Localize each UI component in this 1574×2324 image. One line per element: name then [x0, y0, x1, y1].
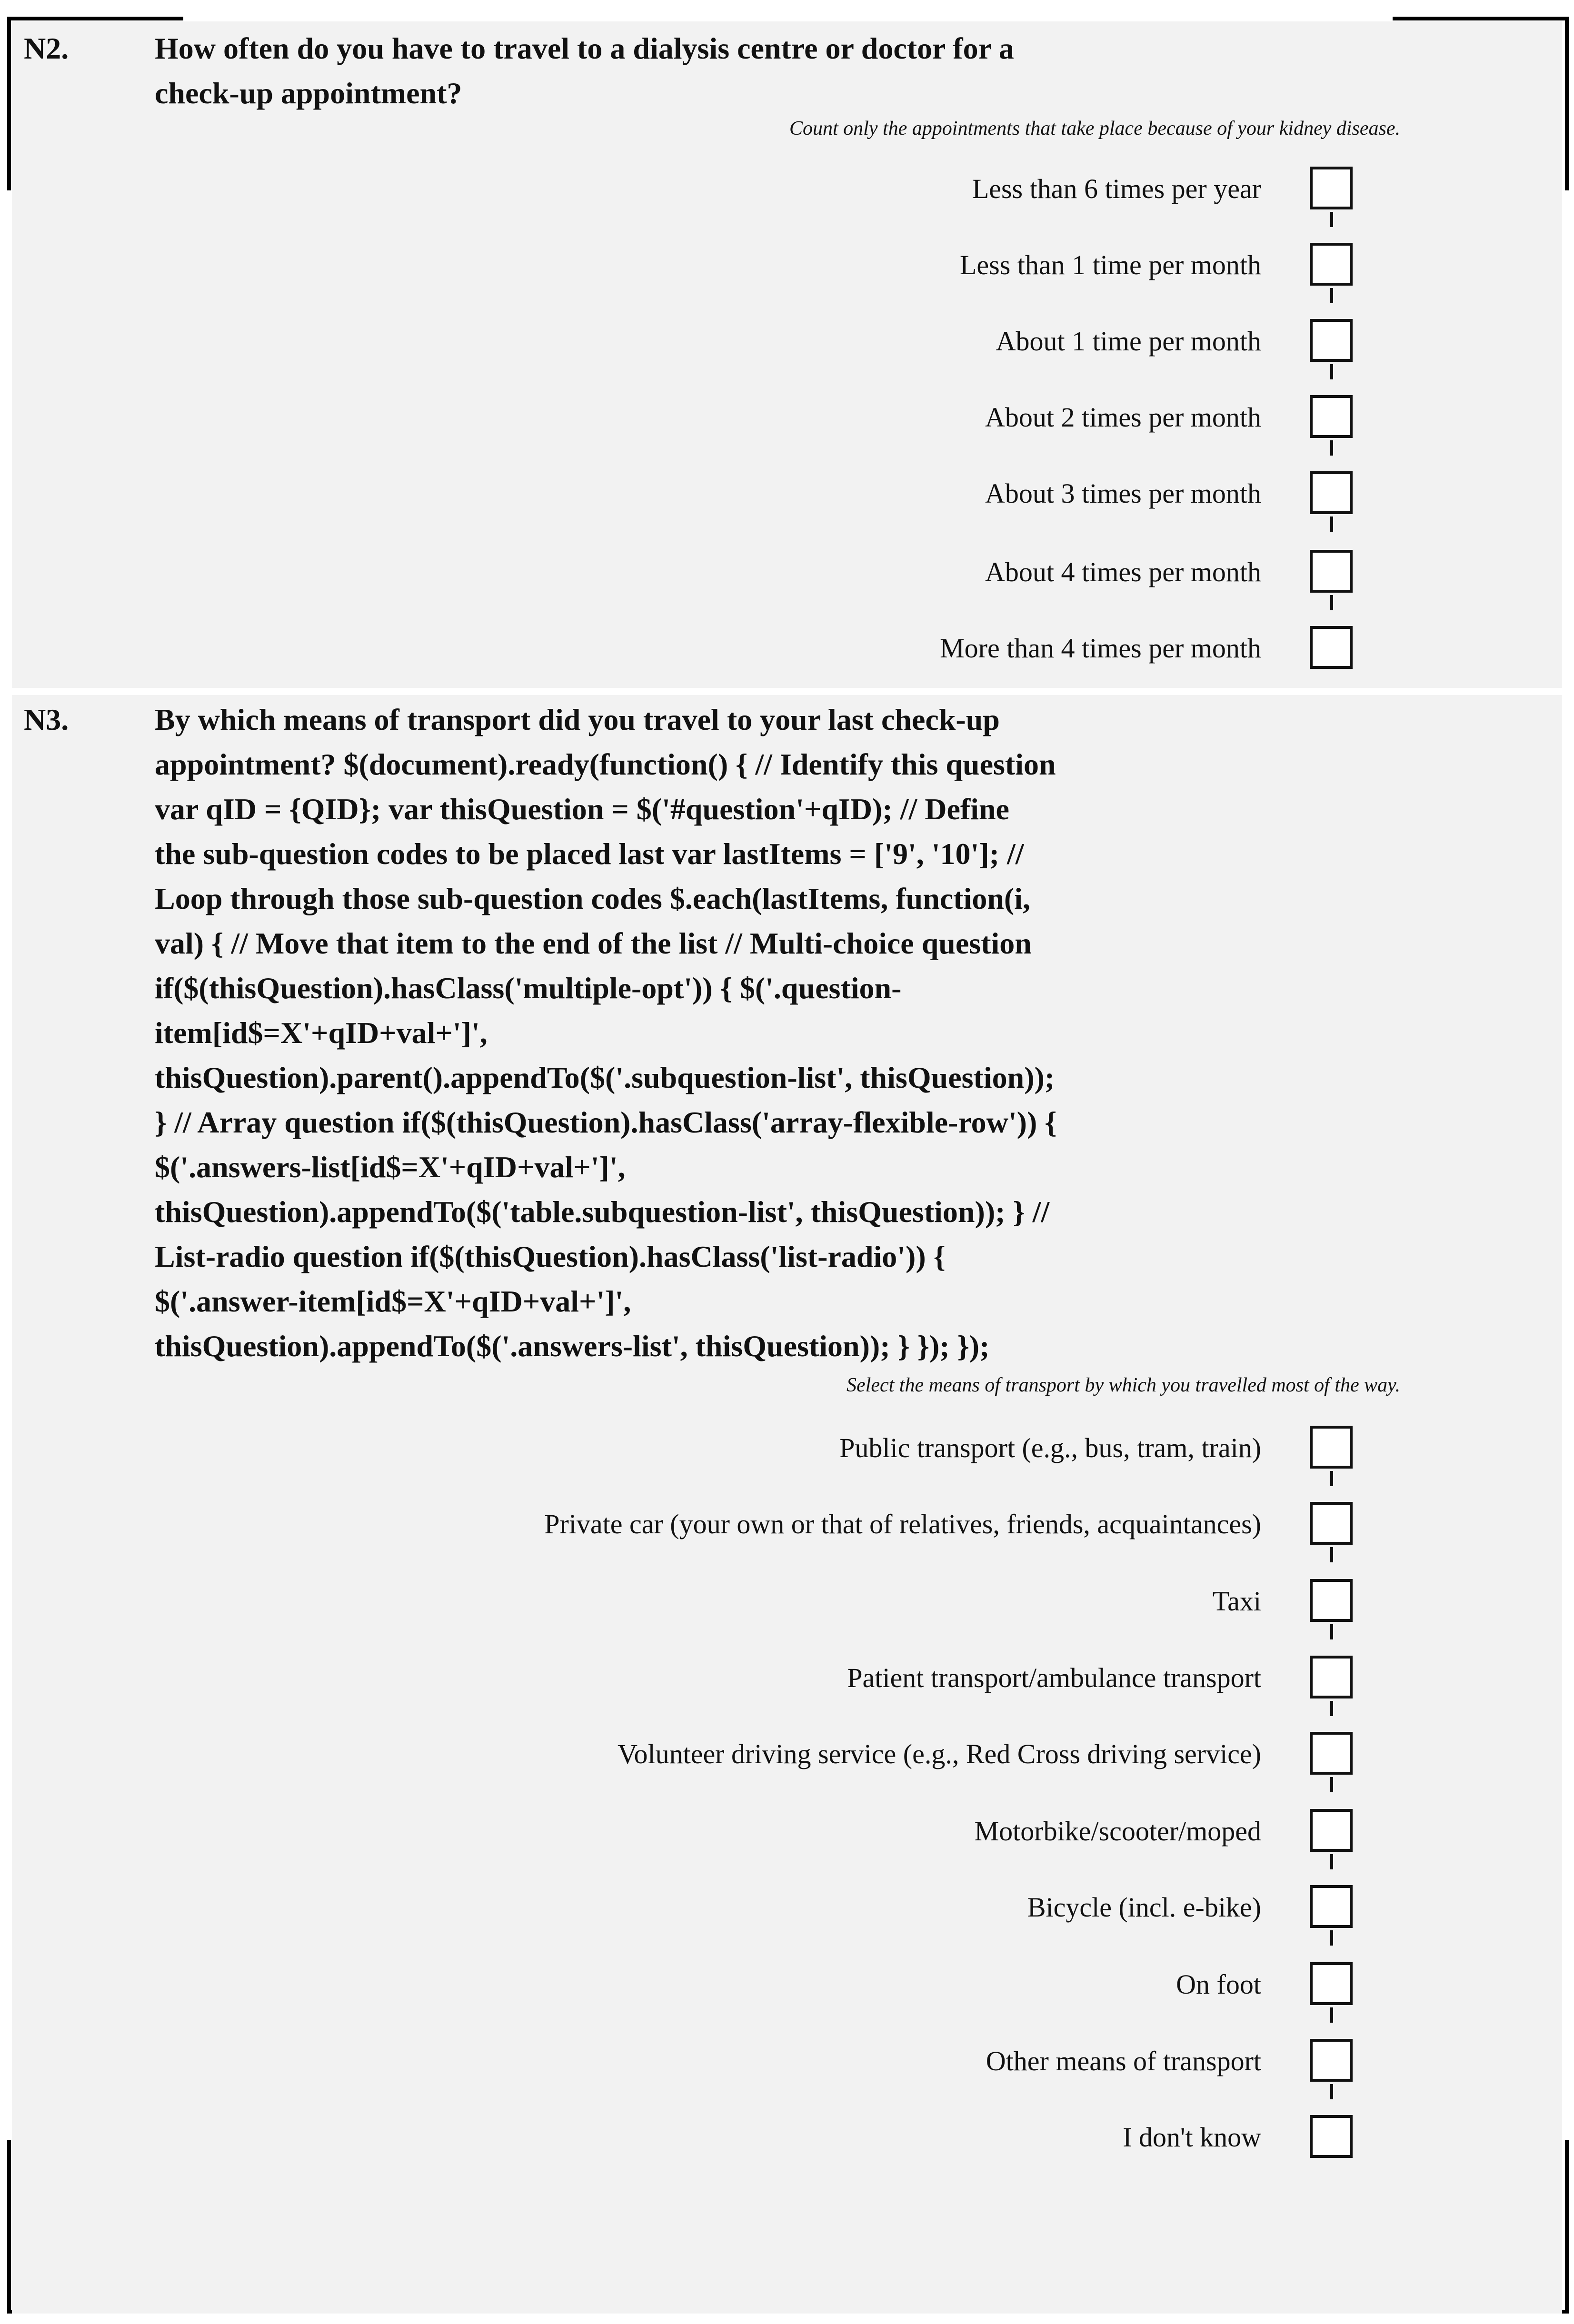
option-row [12, 388, 1562, 450]
option-row [12, 159, 1562, 221]
option-row [12, 1649, 1562, 1710]
option-checkbox[interactable] [1310, 1732, 1353, 1775]
option-connector [1330, 1854, 1333, 1869]
option-checkbox[interactable] [1310, 471, 1353, 514]
option-label: I don't know [1123, 2122, 1261, 2153]
option-label: About 3 times per month [985, 478, 1261, 509]
option-connector [1330, 1930, 1333, 1946]
option-row [12, 1725, 1562, 1787]
question-number: N3. [24, 703, 69, 736]
question-text: By which means of transport did you travel to your last check-up appointment? $(document).ready(function() { // Identify this question var qID = {QID}; var thisQuestion = $('#question'+qID); // Define the sub-question codes to be placed last var lastItems = ['9', '10']; // Loop through those sub-question codes $.each(lastItems, function(i, val) { // Move that item to the end of the list // Multi-choice question if($(thisQuestion).hasClass('multiple-opt')) { $('.question- item[id$=X'+qID+val+']', thisQuestion).parent().appendTo($('.subquestion-list', thisQuestion)); } // Array question if($(thisQuestion).hasClass('array-flexible-row')) { $('.answers-list[id$=X'+qID+val+']', thisQuestion).appendTo($('table.subquestion-list', thisQuestion)); } // List-radio question if($(thisQuestion).hasClass('list-radio')) { $('.answer-item[id$=X'+qID+val+']', thisQuestion).appendTo($('.answers-list', thisQuestion)); } }); }); [155, 703, 1057, 1363]
option-checkbox[interactable] [1310, 2039, 1353, 2082]
question-text: How often do you have to travel to a dialysis centre or doctor for a check-up appointment? [155, 31, 1014, 110]
option-label: Patient transport/ambulance transport [847, 1662, 1261, 1693]
option-row [12, 464, 1562, 526]
option-checkbox[interactable] [1310, 1656, 1353, 1698]
option-connector [1330, 2007, 1333, 2023]
option-label: On foot [1176, 1969, 1261, 2000]
option-row [12, 619, 1562, 681]
option-row [12, 1419, 1562, 1480]
option-checkbox[interactable] [1310, 167, 1353, 209]
option-row [12, 2032, 1562, 2094]
question-instruction: Count only the appointments that take place because of your kidney disease. [789, 118, 1400, 139]
crop-mark-top-left [7, 17, 183, 20]
option-label: About 1 time per month [996, 326, 1261, 357]
crop-mark-bottom-left-vertical [7, 2140, 11, 2314]
question-n3-section [12, 695, 1562, 2314]
option-row [12, 1955, 1562, 2017]
crop-mark-top-right [1393, 17, 1569, 20]
option-row [12, 1802, 1562, 1864]
option-checkbox[interactable] [1310, 1426, 1353, 1469]
option-connector [1330, 595, 1333, 610]
option-connector [1330, 516, 1333, 532]
option-connector [1330, 2084, 1333, 2099]
option-checkbox[interactable] [1310, 1962, 1353, 2005]
option-row [12, 543, 1562, 605]
option-connector [1330, 440, 1333, 456]
option-row [12, 1495, 1562, 1557]
option-label: About 4 times per month [985, 556, 1261, 587]
option-row [12, 312, 1562, 374]
option-checkbox[interactable] [1310, 550, 1353, 593]
option-label: Public transport (e.g., bus, tram, train) [839, 1432, 1261, 1463]
option-label: Less than 6 times per year [972, 173, 1261, 204]
option-label: Bicycle (incl. e-bike) [1027, 1892, 1261, 1923]
option-checkbox[interactable] [1310, 1809, 1353, 1852]
option-connector [1330, 1777, 1333, 1792]
crop-mark-top-left-vertical [7, 17, 11, 190]
option-label: Volunteer driving service (e.g., Red Cross driving service) [618, 1738, 1261, 1769]
option-connector [1330, 212, 1333, 227]
option-label: Motorbike/scooter/moped [974, 1816, 1261, 1847]
option-row [12, 1878, 1562, 1940]
option-connector [1330, 1701, 1333, 1716]
option-row [12, 236, 1562, 298]
option-row [12, 1572, 1562, 1634]
option-checkbox[interactable] [1310, 626, 1353, 669]
option-label: More than 4 times per month [940, 633, 1261, 664]
option-checkbox[interactable] [1310, 2115, 1353, 2158]
option-connector [1330, 1624, 1333, 1639]
option-connector [1330, 1547, 1333, 1562]
option-checkbox[interactable] [1310, 319, 1353, 362]
question-number: N2. [24, 31, 69, 65]
question-instruction: Select the means of transport by which you travelled most of the way. [847, 1374, 1400, 1396]
option-row [12, 2108, 1562, 2170]
crop-mark-bottom-right-vertical [1565, 2140, 1569, 2314]
crop-mark-top-right-vertical [1565, 17, 1569, 190]
option-label: Less than 1 time per month [959, 249, 1261, 280]
question-n2-section [12, 21, 1562, 688]
option-label: About 2 times per month [985, 402, 1261, 433]
option-checkbox[interactable] [1310, 243, 1353, 286]
option-connector [1330, 364, 1333, 379]
option-label: Other means of transport [986, 2046, 1261, 2076]
option-label: Taxi [1212, 1586, 1261, 1617]
option-checkbox[interactable] [1310, 1579, 1353, 1622]
option-checkbox[interactable] [1310, 395, 1353, 438]
option-checkbox[interactable] [1310, 1885, 1353, 1928]
option-connector [1330, 1471, 1333, 1486]
option-checkbox[interactable] [1310, 1502, 1353, 1545]
option-connector [1330, 288, 1333, 303]
option-label: Private car (your own or that of relatives, friends, acquaintances) [544, 1509, 1261, 1539]
